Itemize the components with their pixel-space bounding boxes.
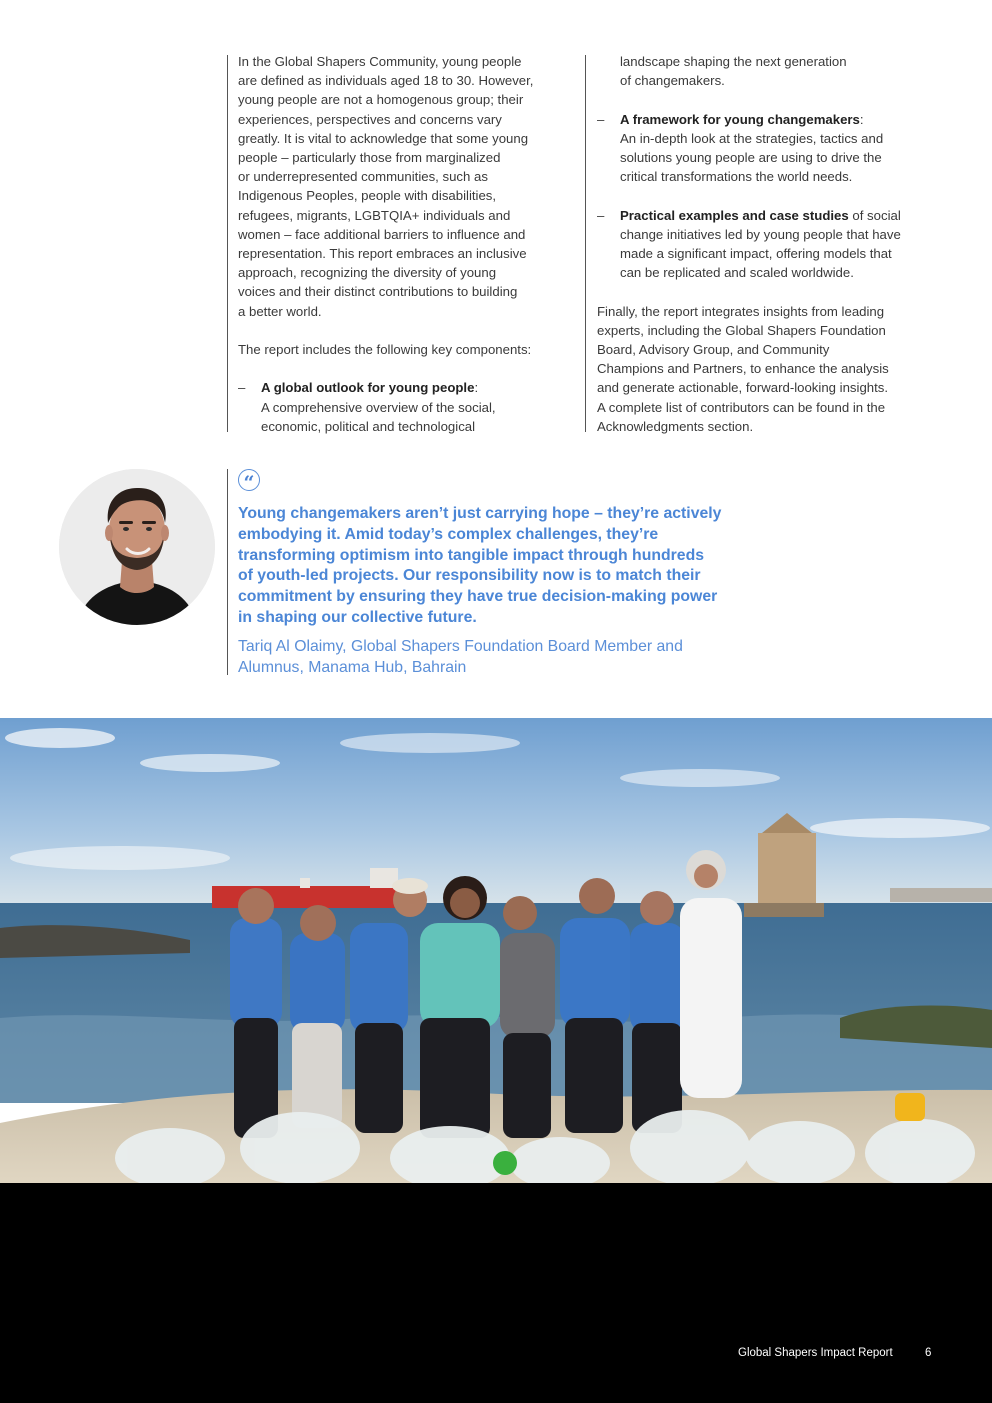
component-item: – Practical examples and case studies of social change initiatives led by young people that have made a significant impact, offering models that can be replicated and scaled worldwide. (597, 207, 901, 281)
bullet-dash: – (597, 111, 605, 127)
footer-report-title: Global Shapers Impact Report (738, 1347, 893, 1359)
portrait-illustration (59, 469, 215, 625)
page-number: 6 (925, 1347, 932, 1359)
middle-column-rule (585, 55, 586, 432)
closing-paragraph: Finally, the report integrates insights from leading experts, including the Global Shapers Foundation Board, Advisory Group, and Community Champions and Partners, to enhance the analysis and generate actionable, forward-looking insights. A complete list of contributors can be found in the Acknowledgments section. (597, 303, 889, 434)
component-title: A global outlook for young people (261, 380, 475, 396)
quote-attribution: Tariq Al Olaimy, Global Shapers Foundation Board Member and Alumnus, Manama Hub, Bahrain (238, 638, 683, 676)
left-text-column (238, 52, 578, 436)
pull-quote: Young changemakers aren’t just carrying hope – they’re actively embodying it. Amid today’s complex challenges, they’re transforming optimism into tangible impact through hundreds of youth-led projects. Our responsibility now is to match their commitment by ensuring they have true decision-making power in shaping our collective future. (238, 505, 722, 626)
beach-cleanup-photo (0, 718, 992, 1183)
components-intro: The report includes the following key components: (238, 342, 532, 358)
footer-band (0, 1183, 992, 1403)
portrait-avatar (59, 469, 215, 625)
intro-paragraph: In the Global Shapers Community, young people are defined as individuals aged 18 to 30. However, young people are not a homogenous group; their experiences, perspectives and concerns vary greatly. It is vital to acknowledge that some young people – particularly those from marginalized or underrepresented communities, such as Indigenous Peoples, people with disabilities, refugees, migrants, LGBTQIA+ individuals and women – face additional barriers to influence and representation. This report embraces an inclusive approach, recognizing the diversity of young voices and their distinct contributions to building a better world. (238, 54, 534, 319)
bullet-dash: – (597, 207, 605, 223)
component-title: Practical examples and case studies (620, 207, 849, 223)
quote-rule (227, 469, 228, 675)
left-column-rule (227, 55, 228, 432)
quote-icon: “ (238, 469, 260, 491)
right-text-column (597, 52, 942, 436)
beach-photo-illustration (0, 718, 992, 1183)
component-item: – A framework for young changemakers: An in-depth look at the strategies, tactics and solutions young people are using to drive the critical transformations the world needs. (597, 111, 884, 185)
component-item-continued: landscape shaping the next generation of changemakers. (620, 54, 847, 89)
bullet-dash: – (238, 380, 246, 396)
component-item: – A global outlook for young people: A comprehensive overview of the social, economic, political and technological (238, 380, 496, 434)
component-title: A framework for young changemakers (620, 111, 860, 127)
